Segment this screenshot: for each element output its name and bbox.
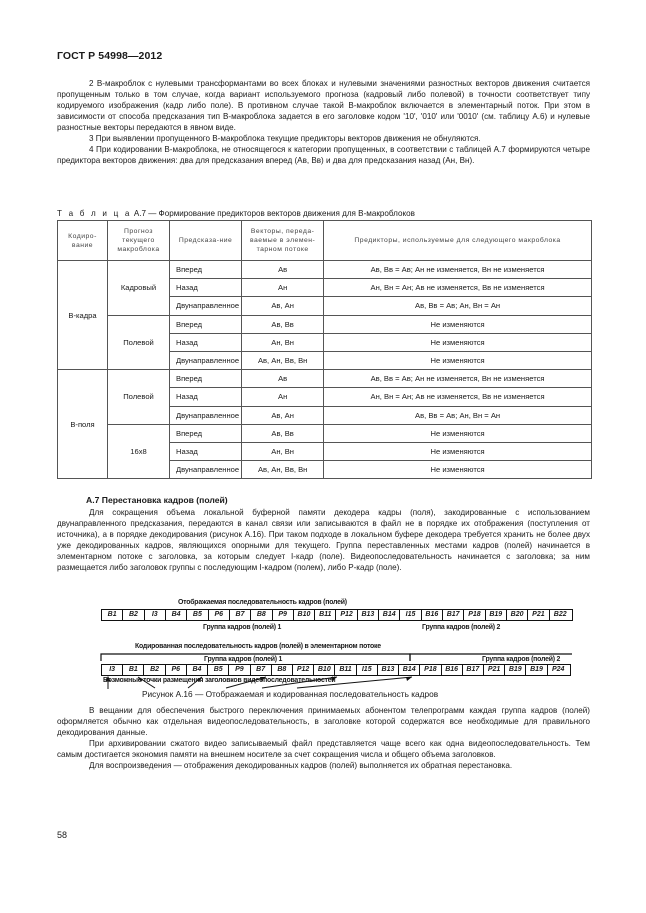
cell-prediction: Назад — [170, 442, 242, 460]
frame-cell: B2 — [123, 610, 144, 620]
header-forecast: Прогноз текущего макроблока — [108, 221, 170, 261]
coded-sequence-title: Кодированная последовательность кадров (полей) в элементарном потоке — [135, 643, 381, 650]
header-prediction: Предсказа-ние — [170, 221, 242, 261]
cell-prediction: Назад — [170, 388, 242, 406]
group1-label-top: Группа кадров (полей) 1 — [203, 624, 282, 631]
section-title: А.7 Перестановка кадров (полей) — [86, 495, 228, 505]
frame-cell: I3 — [102, 665, 123, 675]
frame-cell: P18 — [420, 665, 441, 675]
frame-cell: B13 — [358, 610, 379, 620]
frame-cell: B10 — [294, 610, 315, 620]
frame-cell: B5 — [208, 665, 229, 675]
group1-label-bottom: Группа кадров (полей) 1 — [204, 656, 283, 663]
cell-vectors: Ав, Вв — [242, 424, 324, 442]
cell-forecast: Кадровый — [108, 261, 170, 316]
frame-cell: B19 — [486, 610, 507, 620]
cell-predictors: Не изменяются — [324, 424, 592, 442]
cell-prediction: Вперед — [170, 370, 242, 388]
cell-prediction: Двунаправленное — [170, 351, 242, 369]
frame-cell: P12 — [336, 610, 357, 620]
cell-coding: B-поля — [58, 370, 108, 479]
display-sequence-title: Отображаемая последовательность кадров (полей) — [178, 599, 347, 606]
frame-cell: P18 — [464, 610, 485, 620]
cell-prediction: Назад — [170, 279, 242, 297]
frame-cell: B5 — [187, 610, 208, 620]
frame-cell: B11 — [335, 665, 356, 675]
header-vectors: Векторы, переда-ваемые в элемен-тарном потоке — [242, 221, 324, 261]
cell-prediction: Вперед — [170, 315, 242, 333]
cell-vectors: Ав — [242, 261, 324, 279]
cell-vectors: Ав, Ан — [242, 297, 324, 315]
cell-predictors: Не изменяются — [324, 461, 592, 479]
figure-caption: Рисунок А.16 — Отображаемая и кодированная последовательность кадров — [142, 689, 439, 699]
frame-cell: B8 — [251, 610, 272, 620]
cell-prediction: Двунаправленное — [170, 297, 242, 315]
cell-vectors: Ав — [242, 370, 324, 388]
cell-predictors: Не изменяются — [324, 351, 592, 369]
frame-cell: P9 — [273, 610, 294, 620]
frame-cell: B22 — [553, 611, 567, 618]
frame-cell: B1 — [123, 665, 144, 675]
cell-coding: B-кадра — [58, 261, 108, 370]
cell-vectors: Ав, Ан, Вв, Вн — [242, 461, 324, 479]
cell-predictors: Не изменяются — [324, 442, 592, 460]
header-predictors: Предикторы, используемые для следующего макроблока — [324, 221, 592, 261]
broadcast-paragraph: В вещании для обеспечения быстрого переключения принимаемых абонентом телепрограмм каждая группа кадров (полей) оформляется обычно как отдельная видеопоследовательность, в заголовке которой содержатся все необходимые для правильного декодирования данные. — [57, 706, 590, 737]
document-header: ГОСТ Р 54998—2012 — [57, 50, 163, 62]
cell-predictors: Не изменяются — [324, 333, 592, 351]
frame-cell: B1 — [102, 610, 123, 620]
cell-predictors: Ав, Вв = Ав; Ан не изменяется, Вн не изменяется — [324, 261, 592, 279]
cell-vectors: Ан — [242, 388, 324, 406]
frame-cell: B16 — [422, 610, 443, 620]
frame-cell: I3 — [145, 610, 166, 620]
archive-paragraph: При архивировании сжатого видео записываемый файл представляется чаще всего как одна видеопоследовательность. Тем самым достигается экономия памяти на внешнем носителе за счет сокращения числа и общего объема заголовков. — [57, 739, 590, 759]
cell-vectors: Ав, Ан, Вв, Вн — [242, 351, 324, 369]
cell-predictors: Ав, Вв = Ав; Ан не изменяется, Вн не изменяется — [324, 370, 592, 388]
frame-cell: B10 — [314, 665, 335, 675]
bottom-paragraphs — [57, 705, 590, 771]
cell-predictors: Ав, Вв = Ав; Ан, Вн = Ан — [324, 297, 592, 315]
frame-cell: P12 — [293, 665, 314, 675]
cell-predictors: Ан, Вн = Ан; Ав не изменяется, Вв не изменяется — [324, 388, 592, 406]
group2-label-top: Группа кадров (полей) 2 — [422, 624, 501, 631]
cell-predictors: Ав, Вв = Ав; Ан, Вн = Ан — [324, 406, 592, 424]
frame-cell: I15 — [400, 610, 421, 620]
frame-cell: B19 — [526, 665, 547, 675]
cell-predictors: Ан, Вн = Ан; Ав не изменяется, Вв не изменяется — [324, 279, 592, 297]
frame-cell: B14 — [379, 610, 400, 620]
frame-cell: P24 — [551, 666, 565, 673]
cell-vectors: Ав, Вв — [242, 315, 324, 333]
cell-prediction: Вперед — [170, 261, 242, 279]
frame-cell: B19 — [505, 665, 526, 675]
cell-forecast: Полевой — [108, 370, 170, 425]
cell-prediction: Назад — [170, 333, 242, 351]
frame-cell: B4 — [166, 610, 187, 620]
cell-vectors: Ан, Вн — [242, 333, 324, 351]
cell-forecast: 16х8 — [108, 424, 170, 479]
page-number: 58 — [57, 830, 68, 840]
header-points-label: Возможные точки размещения заголовков видеопоследовательностей — [103, 677, 336, 684]
frame-cell: P6 — [166, 665, 187, 675]
frame-cell: B2 — [144, 665, 165, 675]
cell-vectors: Ав, Ан — [242, 406, 324, 424]
frame-cell: B8 — [272, 665, 293, 675]
frame-cell: B20 — [507, 610, 528, 620]
header-coding: Кодиро-вание — [58, 221, 108, 261]
frame-cell: B7 — [251, 665, 272, 675]
frame-cell: B17 — [463, 665, 484, 675]
frame-cell: B17 — [443, 610, 464, 620]
playback-paragraph: Для воспроизведения — отображения декодированных кадров (полей) выполняется их обратная перестановка. — [89, 761, 513, 770]
frame-cell: I15 — [357, 665, 378, 675]
frame-cell: P21 — [484, 665, 505, 675]
group2-label-bottom: Группа кадров (полей) 2 — [482, 656, 561, 663]
frame-cell: B4 — [187, 665, 208, 675]
cell-prediction: Двунаправленное — [170, 406, 242, 424]
note-3: 3 При выявлении пропущенного B-макроблока текущие предикторы векторов движения не обнуляются. — [89, 134, 481, 143]
frame-cell: B13 — [378, 665, 399, 675]
cell-prediction: Двунаправленное — [170, 461, 242, 479]
frame-cell: B11 — [315, 610, 336, 620]
note-4: 4 При кодировании B-макроблока, не относящегося к категории пропущенных, в соответствии с таблицей А.7 формируются четыре предиктора векторов движения: два для предсказания вперед (Ав, Вв) и два для предсказания назад (Ан, Вн). — [57, 145, 590, 165]
cell-forecast: Полевой — [108, 315, 170, 370]
cell-predictors: Не изменяются — [324, 315, 592, 333]
section-paragraph: Для сокращения объема локальной буферной памяти декодера кадры (поля), закодированные с использованием двунаправленного предсказания, передаются в канал связи или записываются в файл не в порядке их отображения (поступления от источника), а в порядке декодирования (рисунок А.16). При таком подходе в локальном буфере декодера требуется хранить не более двух уже декодированных кадров, являющихся опорными для текущего. Группа переставленных местами кадров (полей) начинается в элементарном потоке с заголовка, за которым следует I-кадр (поле). Видеопоследовательность начинается с заголовка; за ним размещается либо заголовок группы с последующим I-кадром (полем), либо P-кадр (поле). — [57, 508, 590, 572]
frame-cell: B16 — [442, 665, 463, 675]
cell-prediction: Вперед — [170, 424, 242, 442]
cell-vectors: Ан — [242, 279, 324, 297]
table-caption-text: А.7 — Формирование предикторов векторов движения для B-макроблоков — [133, 209, 415, 218]
table-caption-prefix: Т а б л и ц а — [57, 209, 132, 218]
frame-cell: P21 — [528, 610, 549, 620]
frame-cell: P6 — [209, 610, 230, 620]
frame-cell: P9 — [229, 665, 250, 675]
cell-vectors: Ан, Вн — [242, 442, 324, 460]
frame-cell: B7 — [230, 610, 251, 620]
note-2: 2 B-макроблок с нулевыми трансформантами во всех блоках и нулевыми значениями разностных векторов движения считается пропущенным только в том случае, когда вариант используемого прогноза (кадровый либо полевой) в точности соответствует типу кодируемого изображения (кадр либо поле). В противном случае такой B-макроблок включается в элементарный поток. При этом в зависимости от способа предсказания тип B-макроблока задается в его заголовке кодом '10', '010' или '0010' (см. таблицу А.6) и нулевые разностные векторы передаются в явном виде. — [57, 79, 590, 132]
frame-cell: B14 — [399, 665, 420, 675]
